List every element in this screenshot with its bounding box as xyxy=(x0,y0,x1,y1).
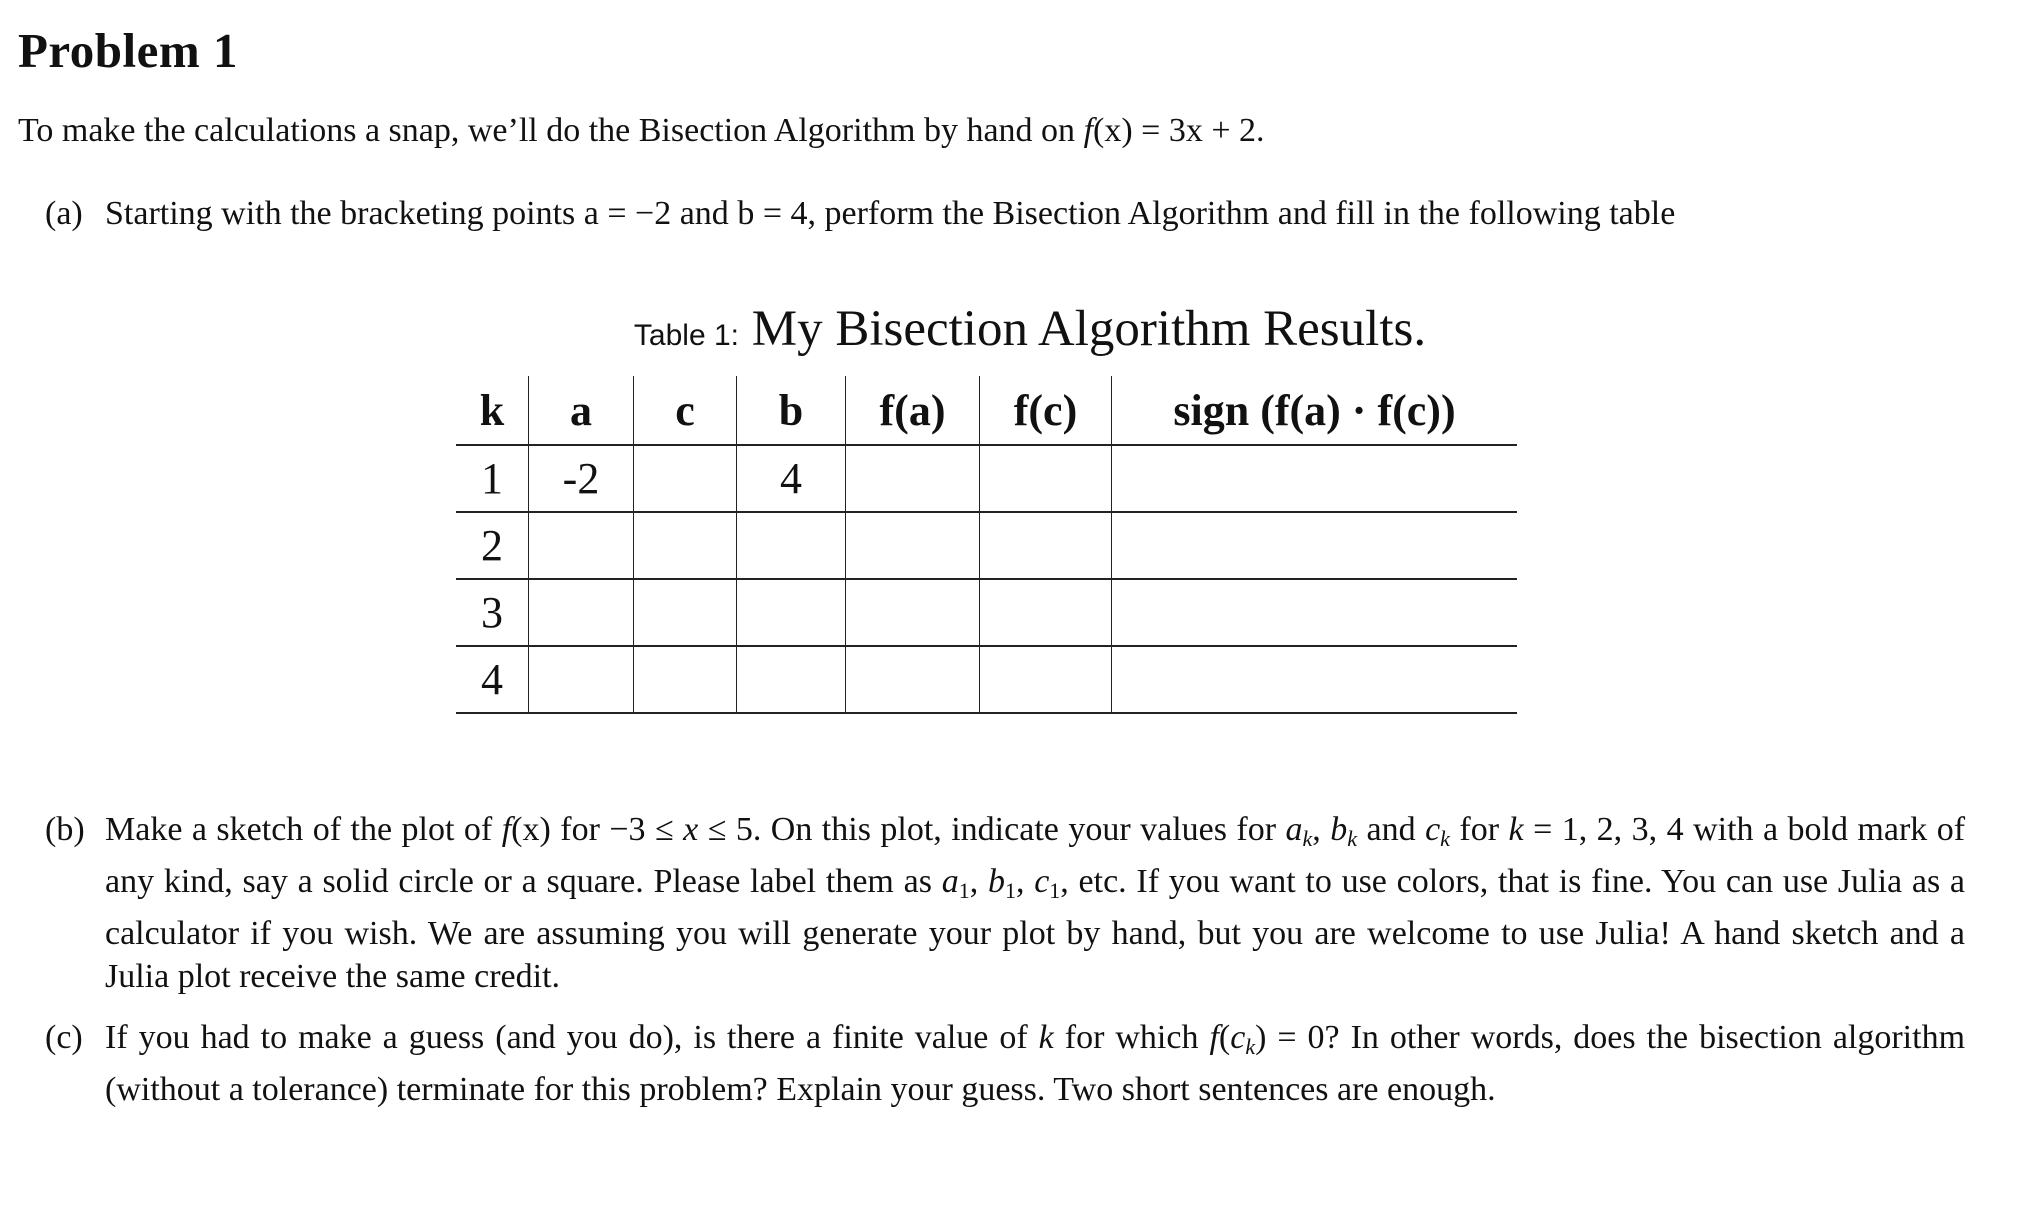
cell-fc xyxy=(980,646,1112,713)
intro-func-arg: (x) xyxy=(1093,112,1133,149)
part-b-sep: , xyxy=(1312,811,1321,848)
cell-b: 4 xyxy=(737,445,846,512)
part-b-text xyxy=(105,808,1965,998)
part-b-for: for xyxy=(1459,811,1500,848)
cell-sign xyxy=(1112,512,1518,579)
cell-c xyxy=(634,646,737,713)
part-c-s3: ) = 0? In other words, does the bisection algorithm (without a tolerance) terminate for this problem? Explain your guess. Two short sentences are enough. xyxy=(105,1019,1966,1108)
part-a-label: (a) xyxy=(45,195,83,232)
part-a-a-value: a = −2 xyxy=(583,195,672,232)
cell-b xyxy=(737,512,846,579)
part-b-kvals: = 1, 2, 3, 4 xyxy=(1523,811,1684,848)
part-b-b1: b xyxy=(987,863,1005,900)
part-a-and: and xyxy=(679,195,729,232)
table-row xyxy=(456,579,1517,646)
cell-c xyxy=(634,445,737,512)
part-b-s2: for −3 ≤ xyxy=(560,811,674,848)
cell-fa xyxy=(846,445,980,512)
table-header-row xyxy=(456,376,1517,445)
table-row xyxy=(456,646,1517,713)
part-c xyxy=(45,1016,1965,1111)
part-b-label: (b) xyxy=(45,811,85,848)
cell-fc xyxy=(980,512,1112,579)
cell-a xyxy=(529,512,634,579)
part-c-label: (c) xyxy=(45,1019,83,1056)
part-b-s1: Make a sketch of the plot of xyxy=(105,811,493,848)
cell-b xyxy=(737,646,846,713)
part-c-k-sub: k xyxy=(1245,1034,1256,1059)
part-b-k: k xyxy=(1508,811,1524,848)
part-b-k-sub: k xyxy=(1302,826,1313,851)
part-b-f: f xyxy=(501,811,512,848)
header-c: c xyxy=(634,376,737,445)
header-fc: f(c) xyxy=(980,376,1112,445)
header-sign: sign (f(a) · f(c)) xyxy=(1112,376,1518,445)
cell-fa xyxy=(846,512,980,579)
cell-sign xyxy=(1112,445,1518,512)
part-a-b-value: b = 4, xyxy=(737,195,816,232)
part-b-a1: a xyxy=(941,863,959,900)
part-b-sep: , xyxy=(1060,863,1069,900)
cell-k: 4 xyxy=(456,646,529,713)
part-b-sep: , xyxy=(969,863,979,900)
part-a-text xyxy=(105,192,1965,235)
part-b-s4: with a bold mark of any kind, say a solid circle or a square. Please label them as xyxy=(105,811,1966,900)
part-b-one-sub: 1 xyxy=(958,878,970,903)
cell-a: -2 xyxy=(529,445,634,512)
header-fa: f(a) xyxy=(846,376,980,445)
part-b-k-sub: k xyxy=(1440,826,1450,851)
part-b-x: x xyxy=(683,811,699,848)
part-c-c: c xyxy=(1230,1019,1246,1056)
part-c-text: If you had to make a guess (and you do), is there a finite value of k for which $f(c_k) = 0$? In other words, does the bisection algorithm (without a tolerance) terminate for this problem? Explain your guess. Two short sentences are enough. xyxy=(105,1019,1966,1108)
cell-fa xyxy=(846,646,980,713)
part-c-s1: If you had to make a guess (and you do), is there a finite value of xyxy=(105,1019,1028,1056)
cell-fc xyxy=(980,579,1112,646)
cell-b xyxy=(737,579,846,646)
intro-func-name: f xyxy=(1083,112,1094,149)
cell-fc xyxy=(980,445,1112,512)
part-b-s3: ≤ 5. On this plot, indicate your values for xyxy=(707,811,1277,848)
cell-sign xyxy=(1112,646,1518,713)
table-caption xyxy=(0,300,2030,358)
cell-c xyxy=(634,512,737,579)
intro-paragraph xyxy=(18,112,1265,150)
intro-text: To make the calculations a snap, we’ll do the Bisection Algorithm by hand on xyxy=(18,112,1076,149)
part-c-s2: for which xyxy=(1064,1019,1199,1056)
part-b-b: b xyxy=(1330,811,1348,848)
cell-fa xyxy=(846,579,980,646)
cell-k: 1 xyxy=(456,445,529,512)
part-a xyxy=(45,192,1965,235)
header-b: b xyxy=(737,376,846,445)
part-b-fx: (x) xyxy=(511,811,551,848)
table-caption-title: My Bisection Algorithm Results. xyxy=(751,301,1427,357)
part-a-text-before: Starting with the bracketing points xyxy=(105,195,576,232)
cell-a xyxy=(529,646,634,713)
cell-a xyxy=(529,579,634,646)
table-row xyxy=(456,445,1517,512)
part-b-sep: , xyxy=(1015,863,1025,900)
part-b-k-sub: k xyxy=(1347,826,1358,851)
part-b-c1: c xyxy=(1034,863,1050,900)
bisection-results-table xyxy=(456,376,1517,714)
part-b-one-sub: 1 xyxy=(1049,878,1061,903)
part-a-text-after: perform the Bisection Algorithm and fill in the following table xyxy=(824,195,1676,232)
cell-k: 3 xyxy=(456,579,529,646)
header-a: a xyxy=(529,376,634,445)
intro-func-rhs: = 3x + 2. xyxy=(1132,112,1265,149)
table-row xyxy=(456,512,1517,579)
problem-heading: Problem 1 xyxy=(18,23,238,78)
header-k: k xyxy=(456,376,529,445)
part-b-c: c xyxy=(1425,811,1441,848)
part-b-s5: etc. If you want to use colors, that is fine. You can use Julia as a calculator if you wish. We are assuming you will generate your plot by hand, but you are welcome to use Julia! A hand sketch and a Julia plot receive the same credit. xyxy=(105,863,1966,995)
part-b-one-sub: 1 xyxy=(1004,878,1016,903)
part-c-f: f xyxy=(1209,1019,1219,1056)
part-b-a: a xyxy=(1285,811,1303,848)
table-caption-label: Table 1: xyxy=(633,319,739,352)
cell-c xyxy=(634,579,737,646)
cell-k: 2 xyxy=(456,512,529,579)
part-b-and: and xyxy=(1366,811,1416,848)
cell-sign xyxy=(1112,579,1518,646)
part-c-k: k xyxy=(1038,1019,1054,1056)
part-b xyxy=(45,808,1965,998)
